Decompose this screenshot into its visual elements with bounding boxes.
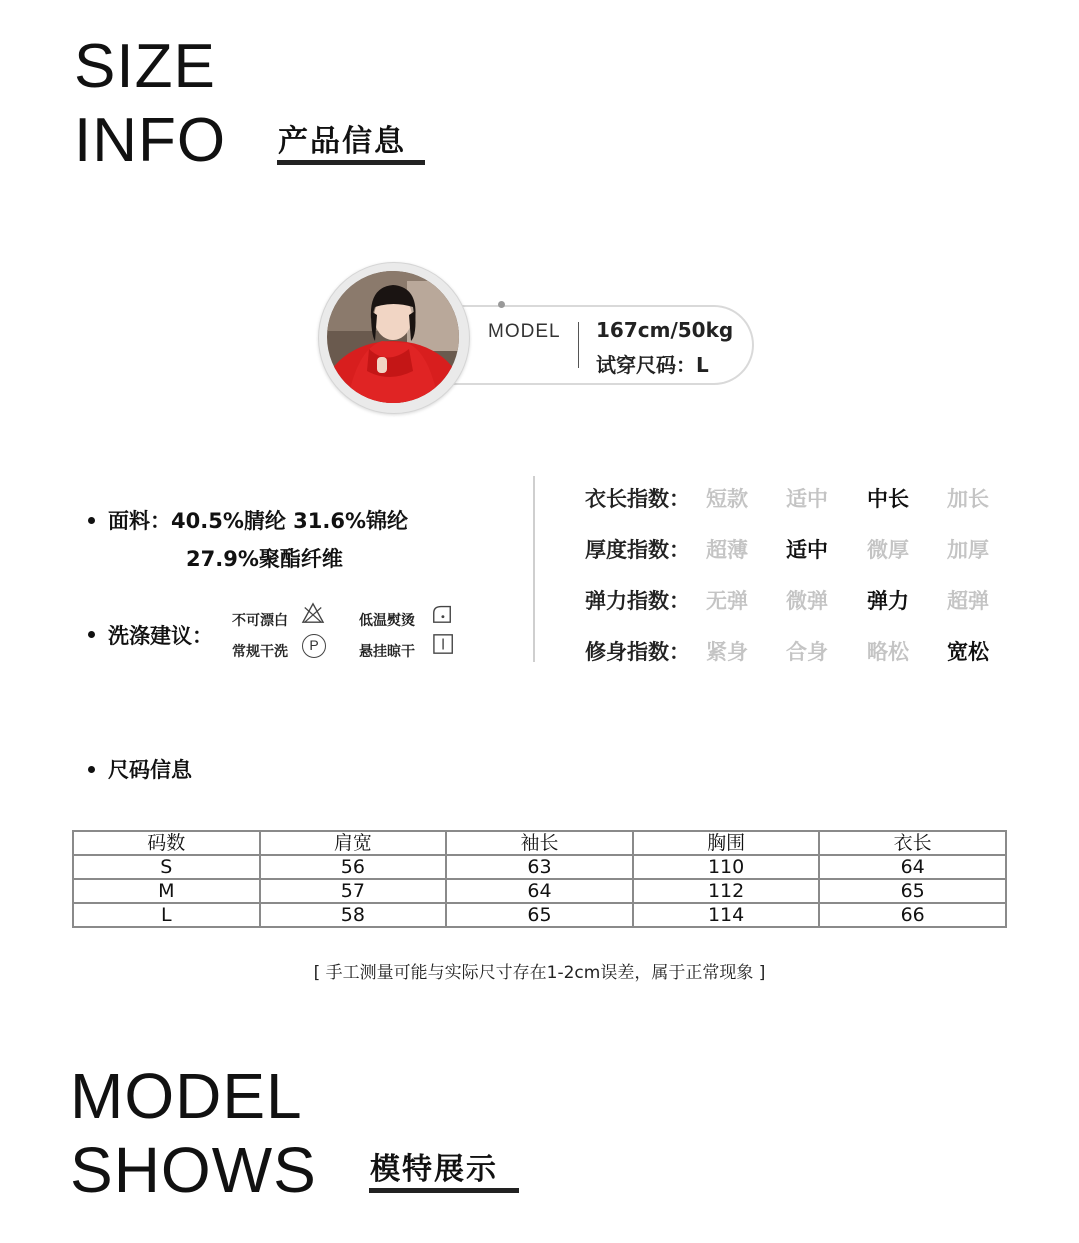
table-cell: 65 <box>819 879 1006 903</box>
table-row <box>73 879 1006 903</box>
index-option: 微厚 <box>867 538 909 562</box>
index-option: 微弹 <box>786 589 828 613</box>
pill-dot <box>498 301 505 308</box>
hang-dry-icon <box>432 633 456 659</box>
index-option: 加厚 <box>947 538 989 562</box>
table-cell: 57 <box>260 879 447 903</box>
index-option: 无弹 <box>706 589 748 613</box>
table-cell: M <box>73 879 260 903</box>
title-product-info-cn: 产品信息 <box>278 124 406 159</box>
title-shows: SHOWS <box>70 1134 317 1206</box>
measurement-note: [ 手工测量可能与实际尺寸存在1-2cm误差，属于正常现象 ] <box>313 963 766 983</box>
model-separator <box>578 322 579 368</box>
title-underline <box>369 1188 519 1193</box>
index-option-selected: 弹力 <box>867 589 909 613</box>
table-header: 袖长 <box>446 831 633 855</box>
model-label: MODEL <box>488 321 561 342</box>
table-cell: 66 <box>819 903 1006 927</box>
index-option: 紧身 <box>706 640 748 664</box>
title-size: SIZE <box>74 32 216 101</box>
wash-low-iron-text: 低温熨烫 <box>359 613 415 629</box>
title-info: INFO <box>74 106 227 175</box>
fabric-composition-cont: 27.9%聚酯纤维 <box>186 547 343 571</box>
bullet-dot <box>88 517 95 524</box>
bullet-dot <box>88 766 95 773</box>
table-cell: 114 <box>633 903 820 927</box>
low-iron-icon <box>430 602 454 628</box>
model-photo-illustration <box>327 271 459 403</box>
table-row <box>73 855 1006 879</box>
index-option-selected: 中长 <box>867 487 909 511</box>
vertical-divider <box>533 476 535 662</box>
index-option: 超弹 <box>947 589 989 613</box>
wash-label: 洗涤建议： <box>108 624 213 648</box>
table-cell: 110 <box>633 855 820 879</box>
index-option-selected: 适中 <box>786 538 828 562</box>
table-cell: 64 <box>446 879 633 903</box>
index-option: 超薄 <box>706 538 748 562</box>
title-model: MODEL <box>70 1060 303 1132</box>
size-info-title: 尺码信息 <box>108 758 192 782</box>
index-label-elasticity: 弹力指数： <box>585 589 690 613</box>
index-label-length: 衣长指数： <box>585 487 690 511</box>
table-cell: 112 <box>633 879 820 903</box>
fabric-composition: 面料：40.5%腈纶 31.6%锦纶 <box>108 509 409 533</box>
index-option: 适中 <box>786 487 828 511</box>
table-header: 码数 <box>73 831 260 855</box>
table-cell: 65 <box>446 903 633 927</box>
index-option: 加长 <box>947 487 989 511</box>
index-option: 合身 <box>786 640 828 664</box>
table-row <box>73 903 1006 927</box>
model-trial-size: 试穿尺码：L <box>596 353 709 377</box>
no-bleach-icon <box>301 602 325 628</box>
bullet-dot <box>88 631 95 638</box>
size-table <box>72 830 1007 928</box>
model-height-weight: 167cm/50kg <box>596 318 734 342</box>
model-avatar <box>327 271 459 403</box>
index-option: 短款 <box>706 487 748 511</box>
table-header: 衣长 <box>819 831 1006 855</box>
table-cell: L <box>73 903 260 927</box>
table-header-row <box>73 831 1006 855</box>
dry-clean-p-icon: P <box>302 634 326 658</box>
wash-no-bleach-text: 不可漂白 <box>232 613 288 629</box>
wash-hang-dry-text: 悬挂晾干 <box>359 644 415 660</box>
table-header: 胸围 <box>633 831 820 855</box>
table-cell: 64 <box>819 855 1006 879</box>
title-underline <box>277 160 425 165</box>
index-label-thickness: 厚度指数： <box>585 538 690 562</box>
table-cell: S <box>73 855 260 879</box>
wash-dry-clean-text: 常规干洗 <box>232 644 288 660</box>
table-header: 肩宽 <box>260 831 447 855</box>
title-model-shows-cn: 模特展示 <box>370 1152 498 1187</box>
index-option: 略松 <box>867 640 909 664</box>
table-cell: 63 <box>446 855 633 879</box>
index-label-fit: 修身指数： <box>585 640 690 664</box>
table-cell: 58 <box>260 903 447 927</box>
table-cell: 56 <box>260 855 447 879</box>
index-option-selected: 宽松 <box>947 640 989 664</box>
